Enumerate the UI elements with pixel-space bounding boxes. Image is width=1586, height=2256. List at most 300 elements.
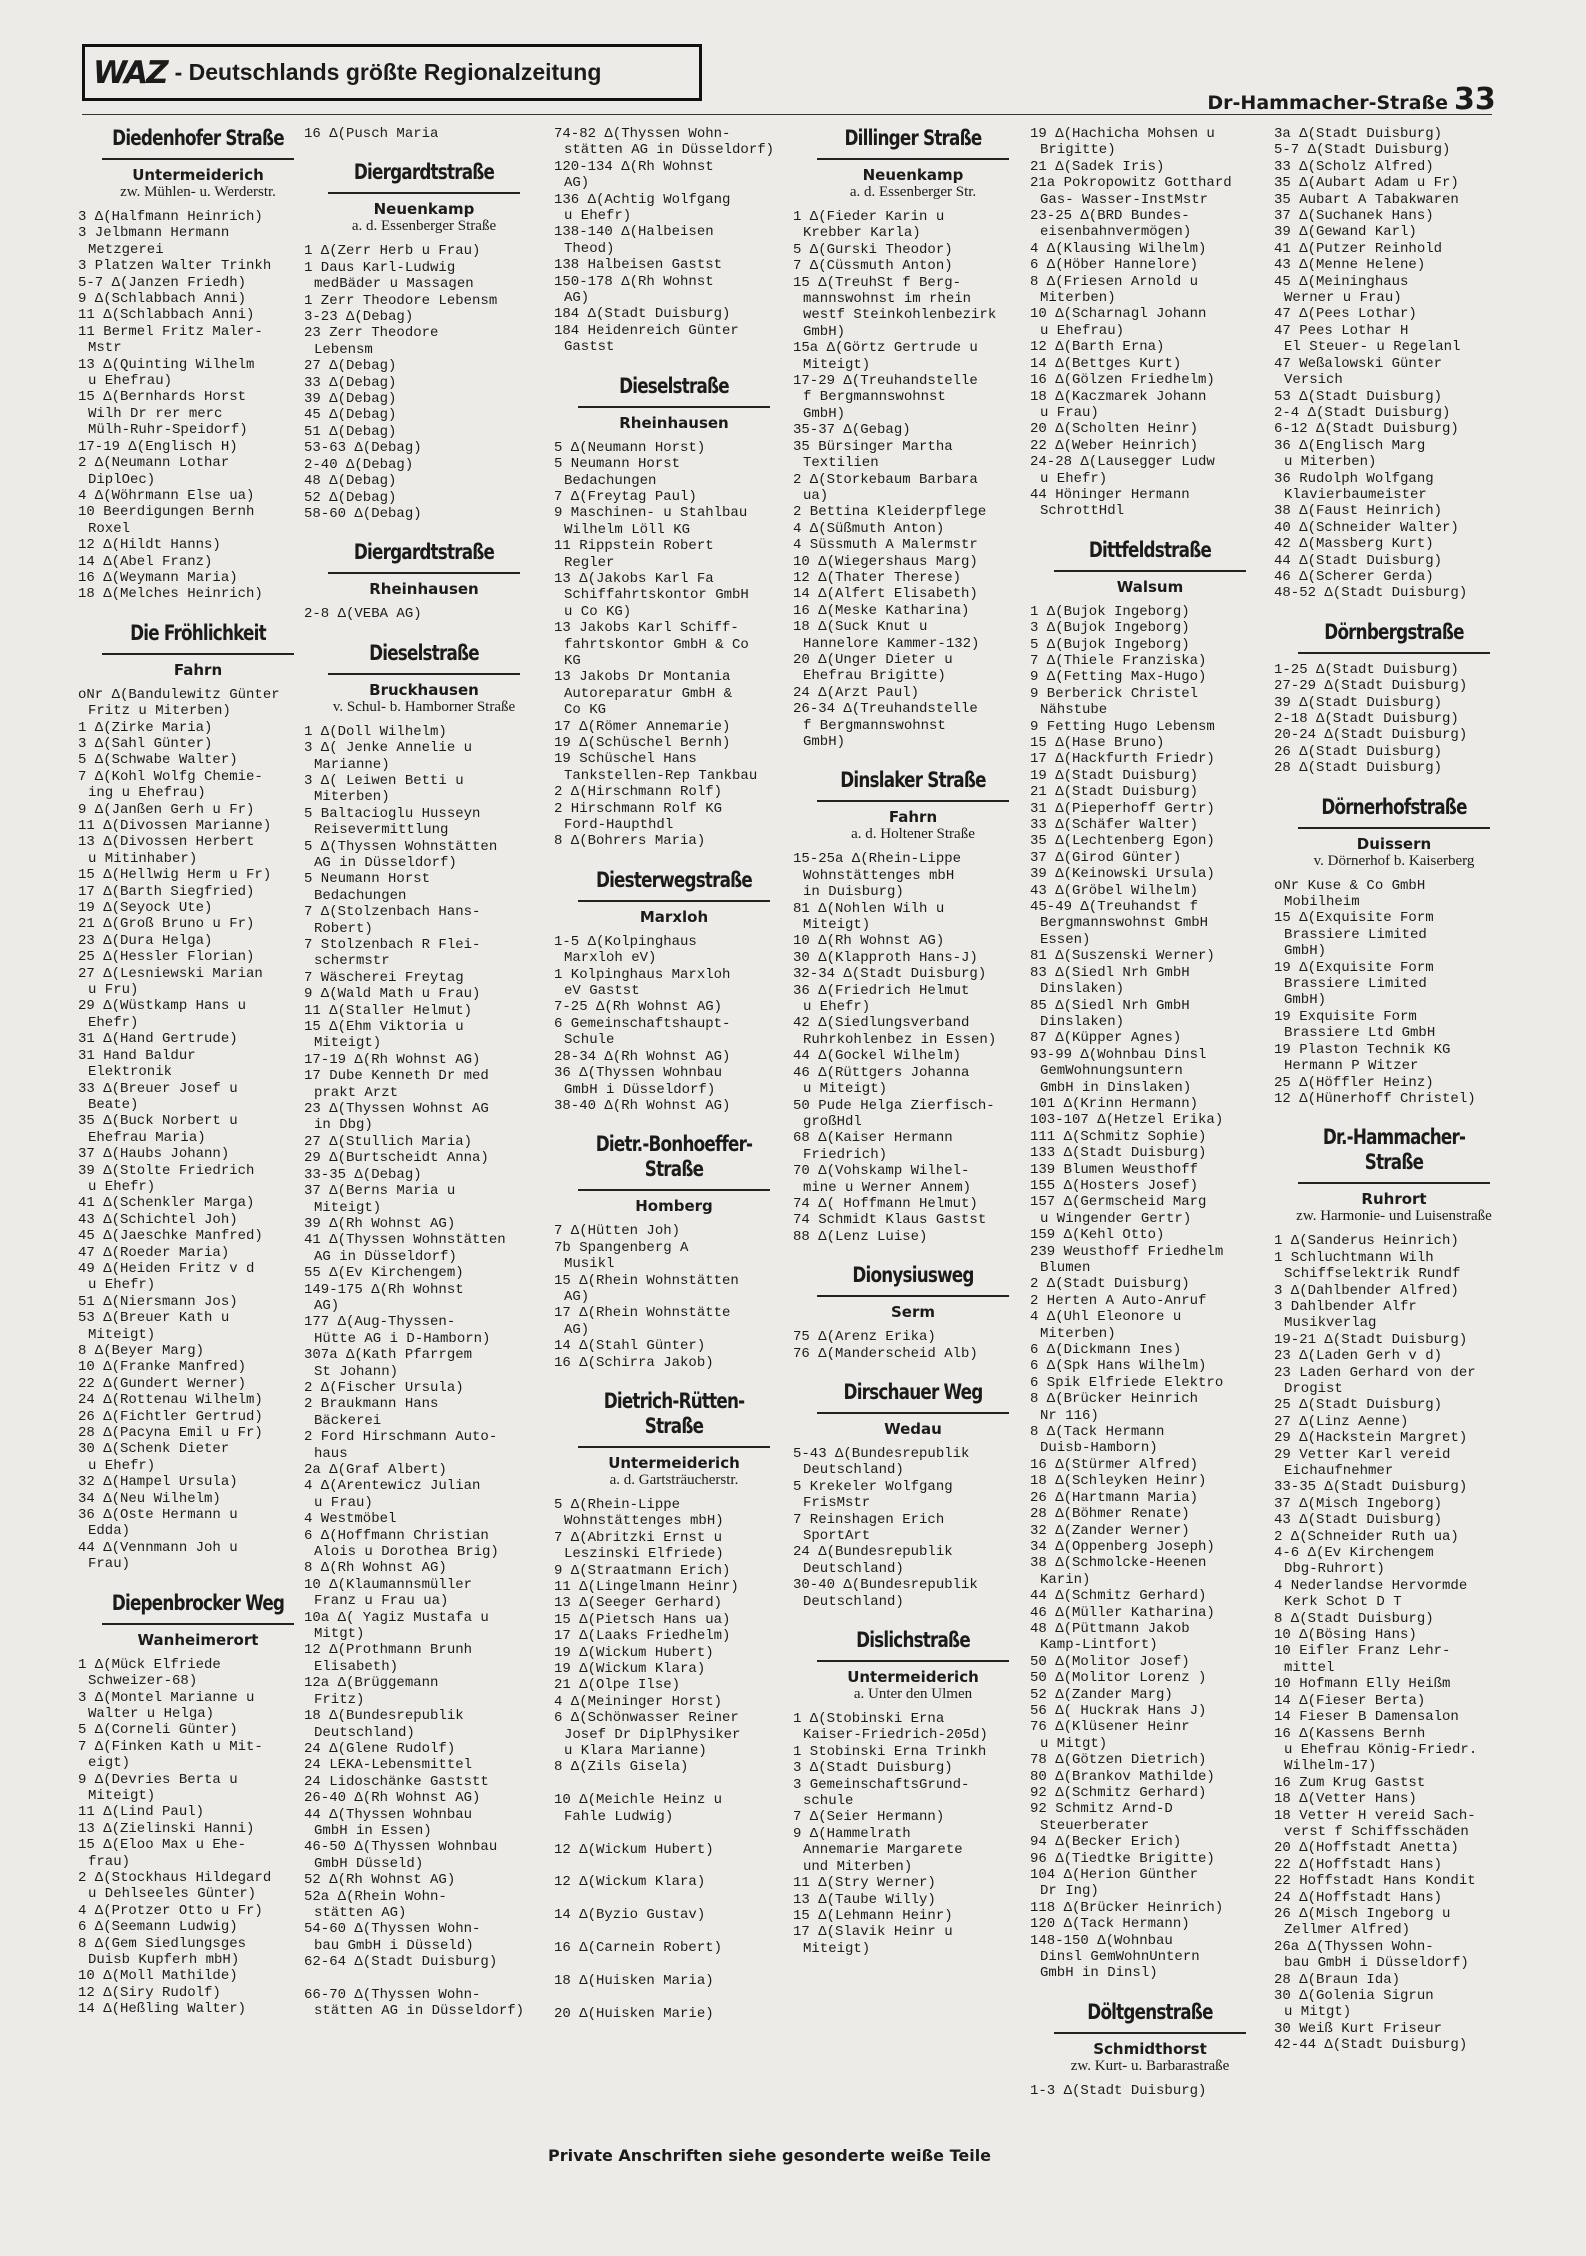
directory-entry: 31 Hand Baldur Elektronik xyxy=(78,1047,196,1081)
directory-entry: 30 Weiß Kurt Friseur xyxy=(1274,2020,1443,2037)
directory-entry: 16 Δ(Pusch Maria xyxy=(304,126,439,142)
directory-entry: 7 Δ(Kohl Wolfg Chemie- ing u Ehefrau) xyxy=(78,768,263,802)
directory-entry: 44 Δ(Schmitz Gerhard) xyxy=(1030,1588,1207,1605)
directory-entry: 87 Δ(Küpper Agnes) xyxy=(1030,1030,1182,1047)
directory-entry: 1 Daus Karl-Ludwig medBäder u Massagen xyxy=(304,259,474,293)
entry-list xyxy=(554,1223,794,1371)
directory-entry: 4 Δ(Wöhrmann Else ua) xyxy=(78,487,255,504)
directory-entry: 46 Δ(Müller Katharina) xyxy=(1030,1604,1215,1621)
directory-entry: 41 Δ(Putzer Reinhold xyxy=(1274,240,1443,257)
street-section xyxy=(1030,538,1270,1982)
directory-entry: 37 Δ(Suchanek Hans) xyxy=(1274,208,1434,225)
street-section xyxy=(78,1591,318,2018)
directory-entry: 26 Δ(Misch Ingeborg u Zellmer Alfred) xyxy=(1274,1905,1451,1939)
directory-entry: 24 Δ(Rottenau Wilhelm) xyxy=(78,1392,263,1409)
directory-entry: 104 Δ(Herion Günther Dr Ing) xyxy=(1030,1867,1199,1900)
directory-entry: 138 Halbeisen Gastst xyxy=(554,257,723,274)
directory-entry: 34 Δ(Neu Wilhelm) xyxy=(78,1490,221,1507)
directory-entry: 7-25 Δ(Rh Wohnst AG) xyxy=(554,999,723,1016)
street-district: Ruhrort xyxy=(1361,1190,1427,1209)
entry-list xyxy=(1030,604,1270,1982)
street-section xyxy=(304,641,544,2020)
directory-entry: 3 Δ(Halfmann Heinrich) xyxy=(78,209,263,225)
street-name: Dislichstraße xyxy=(817,1628,1009,1662)
directory-entry: 50 Pude Helga Zierfisch- großHdl xyxy=(793,1097,995,1130)
directory-entry: 4 Δ(Arentewicz Julian u Frau) xyxy=(304,1478,481,1511)
entry-list xyxy=(554,934,794,1114)
page-number: 33 xyxy=(1454,82,1496,117)
directory-entry: 15 Δ(Hellwig Herm u Fr) xyxy=(78,867,272,884)
directory-entry: 14 Δ(Abel Franz) xyxy=(78,553,213,570)
street-district: Neuenkamp xyxy=(862,166,964,184)
directory-entry: 39 Δ(Gewand Karl) xyxy=(1274,224,1417,241)
street-segment: a. d. Essenberger Str. xyxy=(849,184,977,200)
directory-entry: 239 Weusthoff Friedhelm Blumen xyxy=(1030,1243,1224,1276)
directory-entry: 34 Δ(Oppenberg Joseph) xyxy=(1030,1538,1215,1555)
directory-entry: 33 Δ(Debag) xyxy=(304,374,397,391)
directory-entry: 7 Δ(Hütten Joh) xyxy=(554,1223,681,1240)
directory-entry: 159 Δ(Kehl Otto) xyxy=(1030,1227,1165,1244)
directory-entry: 32 Δ(Hampel Ursula) xyxy=(78,1474,238,1491)
directory-entry: 8 Δ(Zils Gisela) xyxy=(554,1759,689,1776)
directory-entry: 19 Δ(Wickum Klara) xyxy=(554,1661,706,1678)
directory-entry: 3 Δ(Bujok Ingeborg) xyxy=(1030,620,1190,637)
directory-entry: 6 Gemeinschaftshaupt- Schule xyxy=(554,1015,731,1049)
directory-entry: 27-29 Δ(Stadt Duisburg) xyxy=(1274,678,1468,695)
directory-entry: 47 Weßalowski Günter Versich xyxy=(1274,355,1443,389)
directory-entry: 19 Exquisite Form Brassiere Ltd GmbH xyxy=(1274,1008,1436,1042)
street-section xyxy=(793,1263,1033,1362)
directory-entry: 35 Aubart A Tabakwaren xyxy=(1274,191,1459,208)
directory-entry: 12 Δ(Prothmann Brunh Elisabeth) xyxy=(304,1642,473,1675)
directory-entry: 13 Jakobs Karl Schiff- fahrtskontor GmbH & Co KG xyxy=(554,620,749,669)
directory-entry: 2 Hirschmann Rolf KG Ford-Haupthdl xyxy=(554,800,723,834)
directory-entry: 136 Δ(Achtig Wolfgang u Ehefr) xyxy=(554,191,731,225)
directory-entry: 6 Δ(Schönwasser Reiner Josef Dr DiplPhysiker u Klara Marianne) xyxy=(554,1710,741,1760)
directory-entry: 36 Δ(Oste Hermann u Edda) xyxy=(78,1507,238,1540)
directory-entry: 44 Höninger Hermann SchrottHdl xyxy=(1030,486,1190,520)
entry-list xyxy=(1274,1233,1514,2053)
directory-entry: 53-63 Δ(Debag) xyxy=(304,440,422,457)
street-district: Serm xyxy=(890,1303,935,1322)
directory-entry: 5 Baltacioglu Husseyn Reisevermittlung xyxy=(304,805,481,839)
directory-entry: 45 Δ(Jaeschke Manfred) xyxy=(78,1228,263,1245)
directory-entry: 148-150 Δ(Wohnbau Dinsl GemWohnUntern GmbH in Dinsl) xyxy=(1030,1932,1200,1982)
directory-entry: 26 Δ(Hartmann Maria) xyxy=(1030,1489,1199,1506)
directory-entry: 11 Rippstein Robert Regler xyxy=(554,538,714,571)
directory-entry: 11 Δ(Staller Helmut) xyxy=(304,1002,473,1019)
directory-entry: 14 Δ(Byzio Gustav) xyxy=(554,1907,706,1924)
directory-entry: 46 Δ(Scherer Gerda) xyxy=(1274,568,1434,585)
directory-entry: 33 Δ(Schäfer Walter) xyxy=(1030,817,1199,834)
directory-entry: 4 Δ(Meininger Horst) xyxy=(554,1693,723,1710)
directory-entry: 184 Δ(Stadt Duisburg) xyxy=(554,306,731,323)
directory-entry: 17 Δ(Laaks Friedhelm) xyxy=(554,1628,731,1645)
column-3 xyxy=(554,118,794,2030)
directory-entry: 29 Δ(Hackstein Margret) xyxy=(1274,1430,1468,1447)
directory-entry: 8 Δ(Rh Wohnst AG) xyxy=(304,1560,447,1577)
directory-entry: 15 Δ(Ehm Viktoria u Miteigt) xyxy=(304,1019,464,1052)
directory-entry: 23 Laden Gerhard von der Drogist xyxy=(1274,1364,1476,1397)
directory-entry: 35 Δ(Lechtenberg Egon) xyxy=(1030,833,1215,850)
directory-entry: 55 Δ(Ev Kirchengem) xyxy=(304,1265,464,1282)
directory-entry: 10 Δ(Bösing Hans) xyxy=(1274,1627,1417,1644)
entry-list xyxy=(554,1497,794,2022)
street-name: Dietr.-Bonhoeffer-Straße xyxy=(578,1132,770,1191)
directory-entry: 44 Δ(Thyssen Wohnbau GmbH in Essen) xyxy=(304,1806,473,1839)
directory-entry: 30 Δ(Golenia Sigrun u Mitgt) xyxy=(1274,1988,1434,2021)
directory-entry: 13 Δ(Zielinski Hanni) xyxy=(78,1820,255,1837)
directory-entry: 15a Δ(Görtz Gertrude u Miteigt) xyxy=(793,340,978,373)
street-section xyxy=(554,374,794,850)
entry-list xyxy=(1274,126,1514,602)
directory-entry: 10 Δ(Rh Wohnst AG) xyxy=(793,933,945,950)
street-segment: a. Unter den Ulmen xyxy=(853,1686,973,1703)
directory-entry: 38 Δ(Faust Heinrich) xyxy=(1274,503,1443,520)
directory-entry: 35 Bürsinger Martha Textilien xyxy=(793,438,953,472)
street-name: Dinslaker Straße xyxy=(817,768,1009,802)
directory-entry: 2-8 Δ(VEBA AG) xyxy=(304,606,422,623)
directory-entry: 39 Δ(Debag) xyxy=(304,391,397,408)
street-name: Dieselstraße xyxy=(328,641,520,675)
directory-entry: 24 Δ(Arzt Paul) xyxy=(793,684,920,701)
street-district: Rheinhausen xyxy=(369,580,479,599)
directory-entry: 41 Δ(Schenkler Marga) xyxy=(78,1195,255,1212)
directory-entry: 76 Δ(Manderscheid Alb) xyxy=(793,1345,978,1362)
directory-entry: 44 Δ(Vennmann Joh u Frau) xyxy=(78,1539,238,1573)
street-segment: zw. Harmonie- und Luisenstraße xyxy=(1296,1208,1492,1225)
directory-entry: 14 Δ(Bettges Kurt) xyxy=(1030,355,1182,372)
directory-entry: 5 Krekeler Wolfgang FrisMstr xyxy=(793,1478,953,1512)
street-name: Diergardtstraße xyxy=(328,160,520,194)
directory-entry: 3 Δ(Dahlbender Alfred) xyxy=(1274,1282,1459,1299)
street-district: Bruckhausen xyxy=(369,680,479,699)
directory-entry: 13 Δ(Divossen Herbert u Mitinhaber) xyxy=(78,834,255,867)
street-section xyxy=(1030,126,1270,520)
directory-entry: 36 Δ(Friedrich Helmut u Ehefr) xyxy=(793,982,970,1016)
directory-entry: 26-40 Δ(Rh Wohnst AG) xyxy=(304,1790,481,1807)
directory-entry: 20-24 Δ(Stadt Duisburg) xyxy=(1274,727,1468,744)
directory-entry: 2-18 Δ(Stadt Duisburg) xyxy=(1274,711,1459,727)
directory-entry: 46-50 Δ(Thyssen Wohnbau GmbH Düsseld) xyxy=(304,1839,498,1872)
directory-entry: 42 Δ(Siedlungsverband Ruhrkohlenbez in Essen) xyxy=(793,1015,997,1048)
directory-entry: 23 Δ(Thyssen Wohnst AG in Dbg) xyxy=(304,1101,489,1134)
directory-entry: 17-19 Δ(Englisch H) xyxy=(78,438,238,455)
directory-entry: 19 Δ(Stadt Duisburg) xyxy=(1030,767,1199,784)
directory-entry: 36 Rudolph Wolfgang Klavierbaumeister xyxy=(1274,470,1434,503)
entry-list xyxy=(554,126,794,356)
directory-entry: 1 Δ(Bujok Ingeborg) xyxy=(1030,603,1190,620)
street-section xyxy=(793,1380,1033,1610)
directory-entry: 1 Δ(Mück Elfriede Schweizer-68) xyxy=(78,1656,221,1690)
directory-entry: 19 Schüschel Hans Tankstellen-Rep Tankbau xyxy=(554,751,758,784)
directory-entry: 33-35 Δ(Debag) xyxy=(304,1166,422,1183)
directory-entry: 21 Δ(Sadek Iris) xyxy=(1030,158,1165,175)
directory-entry: 45 Δ(Meininghaus Werner u Frau) xyxy=(1274,273,1409,307)
directory-entry: 75 Δ(Arenz Erika) xyxy=(793,1329,936,1346)
street-name: Dittfeldstraße xyxy=(1054,538,1246,572)
directory-entry: 17 Δ(Slavik Heinr u Miteigt) xyxy=(793,1924,953,1957)
street-name: Dillinger Straße xyxy=(817,126,1009,160)
directory-entry: 9 Fetting Hugo Lebensm xyxy=(1030,718,1215,735)
directory-entry: 8 Δ(Brücker Heinrich Nr 116) xyxy=(1030,1391,1199,1424)
directory-entry: 1 Zerr Theodore Lebensm xyxy=(304,292,498,309)
entry-list xyxy=(304,606,544,622)
directory-entry: 3-23 Δ(Debag) xyxy=(304,309,414,326)
masthead-slogan: - Deutschlands größte Regionalzeitung xyxy=(174,59,602,85)
directory-entry: 10 Δ(Klaumannsmüller Franz u Frau ua) xyxy=(304,1576,473,1610)
directory-entry: 32 Δ(Zander Werner) xyxy=(1030,1522,1190,1539)
directory-entry: 22 Δ(Gundert Werner) xyxy=(78,1375,247,1392)
directory-entry: 11 Δ(Schlabbach Anni) xyxy=(78,307,255,324)
directory-entry: 13 Δ(Taube Willy) xyxy=(793,1891,936,1908)
directory-entry: 2-40 Δ(Debag) xyxy=(304,456,414,473)
directory-entry: 74 Schmidt Klaus Gastst xyxy=(793,1212,987,1229)
page-running-title: Dr-Hammacher-Straße xyxy=(1207,92,1448,114)
directory-entry: 101 Δ(Krinn Hermann) xyxy=(1030,1095,1199,1112)
directory-entry: 7 Reinshagen Erich SportArt xyxy=(793,1511,945,1544)
street-section xyxy=(554,126,794,356)
directory-entry: 5 Δ(Bujok Ingeborg) xyxy=(1030,636,1190,653)
directory-entry: 26a Δ(Thyssen Wohn- bau GmbH i Düsseldorf) xyxy=(1274,1938,1469,1972)
directory-entry: 30-40 Δ(Bundesrepublik Deutschland) xyxy=(793,1577,978,1610)
street-section xyxy=(793,126,1033,750)
directory-entry: 32-34 Δ(Stadt Duisburg) xyxy=(793,966,987,983)
header-rule xyxy=(82,114,1492,115)
directory-entry: 9 Berberick Christel Nähstube xyxy=(1030,685,1199,719)
directory-entry: 25 Δ(Hessler Florian) xyxy=(78,949,255,966)
directory-entry: 12 Δ(Hildt Hanns) xyxy=(78,537,221,554)
directory-entry: 49 Δ(Heiden Fritz v d u Ehefr) xyxy=(78,1260,255,1294)
directory-entry: 6 Δ(Höber Hannelore) xyxy=(1030,257,1199,274)
directory-entry xyxy=(554,1956,794,1972)
street-district: Walsum xyxy=(1116,577,1184,596)
directory-entry: 18 Δ(Suck Knut u Hannelore Kammer-132) xyxy=(793,619,980,652)
directory-entry: 33 Δ(Scholz Alfred) xyxy=(1274,158,1434,175)
directory-entry: 66-70 Δ(Thyssen Wohn- stätten AG in Düsseldorf) xyxy=(304,1987,525,2020)
directory-entry: 16 Δ(Meske Katharina) xyxy=(793,602,970,619)
directory-entry: 35 Δ(Aubart Adam u Fr) xyxy=(1274,175,1459,192)
directory-entry: 1-5 Δ(Kolpinghaus Marxloh eV) xyxy=(554,933,697,967)
directory-entry: 18 Δ(Bundesrepublik Deutschland) xyxy=(304,1708,464,1741)
directory-entry: 81 Δ(Nohlen Wilh u Miteigt) xyxy=(793,900,945,934)
directory-entry: 78 Δ(Götzen Dietrich) xyxy=(1030,1752,1207,1769)
directory-entry: 18 Δ(Melches Heinrich) xyxy=(78,586,263,603)
directory-entry: 1-25 Δ(Stadt Duisburg) xyxy=(1274,661,1459,678)
directory-entry: 25 Δ(Höffler Heinz) xyxy=(1274,1074,1434,1091)
street-district: Homberg xyxy=(635,1197,713,1216)
street-section xyxy=(78,621,318,1573)
directory-entry: 1 Stobinski Erna Trinkh xyxy=(793,1743,987,1760)
directory-entry: 92 Schmitz Arnd-D Steuerberater xyxy=(1030,1801,1173,1834)
directory-entry: 9 Δ(Fetting Max-Hugo) xyxy=(1030,669,1207,686)
directory-entry: 4 Δ(Süßmuth Anton) xyxy=(793,520,945,537)
directory-entry: 24 LEKA-Lebensmittel xyxy=(304,1757,473,1774)
street-district: Neuenkamp xyxy=(373,200,475,219)
column-6 xyxy=(1274,118,1514,2062)
directory-entry: 15 Δ(Bernhards Horst Wilh Dr rer merc Mülh-Ruhr-Speidorf) xyxy=(78,389,248,439)
directory-entry: 15 Δ(Eloo Max u Ehe- frau) xyxy=(78,1837,247,1870)
directory-entry: 11 Bermel Fritz Maler- Mstr xyxy=(78,323,263,357)
directory-entry: 43 Δ(Stadt Duisburg) xyxy=(1274,1512,1443,1529)
directory-entry: 11 Δ(Lind Paul) xyxy=(78,1804,205,1821)
directory-entry: 3 Δ(Sahl Günter) xyxy=(78,735,213,752)
directory-entry: 16 Δ(Carnein Robert) xyxy=(554,1939,723,1956)
directory-entry: 47 Δ(Pees Lothar) xyxy=(1274,306,1417,323)
street-district: Rheinhausen xyxy=(619,413,729,432)
directory-entry: 3 Jelbmann Hermann Metzgerei xyxy=(78,225,230,258)
directory-entry: 37 Δ(Berns Maria u Miteigt) xyxy=(304,1183,456,1216)
directory-entry: 11 Δ(Divossen Marianne) xyxy=(78,818,272,834)
entry-list xyxy=(793,1446,1033,1610)
directory-entry: 13 Δ(Seeger Gerhard) xyxy=(554,1595,723,1612)
directory-entry: 76 Δ(Klüsener Heinr u Mitgt) xyxy=(1030,1719,1190,1752)
directory-entry: 19-21 Δ(Stadt Duisburg) xyxy=(1274,1331,1468,1348)
directory-entry: 1 Δ(Sanderus Heinrich) xyxy=(1274,1233,1459,1250)
directory-entry: 52a Δ(Rhein Wohn- stätten AG) xyxy=(304,1888,447,1921)
directory-entry: 4 Nederlandse Hervormde Kerk Schot D T xyxy=(1274,1577,1468,1611)
directory-entry: 8 Δ(Bohrers Maria) xyxy=(554,833,706,850)
directory-entry: 15 Δ(Hase Bruno) xyxy=(1030,735,1165,751)
directory-entry: 48-52 Δ(Stadt Duisburg) xyxy=(1274,585,1468,602)
street-name: Dietrich-Rütten-Straße xyxy=(578,1389,770,1448)
street-name: Diedenhofer Straße xyxy=(102,126,294,160)
directory-entry: 2 Δ(Stadt Duisburg) xyxy=(1030,1276,1190,1293)
directory-entry: 10 Δ(Meichle Heinz u Fahle Ludwig) xyxy=(554,1792,723,1825)
entry-list xyxy=(78,687,318,1573)
directory-entry: 7 Δ(Finken Kath u Mit- eigt) xyxy=(78,1738,263,1772)
directory-entry: 1 Δ(Zirke Maria) xyxy=(78,719,213,736)
directory-entry: 43 Δ(Schichtel Joh) xyxy=(78,1211,238,1228)
directory-entry: 1 Δ(Zerr Herb u Frau) xyxy=(304,243,481,260)
directory-entry: 39 Δ(Stadt Duisburg) xyxy=(1274,694,1443,711)
directory-entry: 2 Bettina Kleiderpflege xyxy=(793,504,987,521)
directory-entry: 5 Δ(Schwabe Walter) xyxy=(78,752,238,769)
street-name: Dörnerhofstraße xyxy=(1298,795,1490,829)
directory-entry: 37 Δ(Haubs Johann) xyxy=(78,1146,230,1163)
directory-entry: 5 Δ(Corneli Günter) xyxy=(78,1722,238,1739)
directory-entry: 52 Δ(Rh Wohnst AG) xyxy=(304,1872,456,1889)
street-district: Fahrn xyxy=(888,808,938,827)
directory-entry: 28 Δ(Braun Ida) xyxy=(1274,1971,1401,1988)
directory-entry: oNr Kuse & Co GmbH Mobilheim xyxy=(1274,877,1426,911)
directory-entry xyxy=(554,1858,794,1874)
entry-list xyxy=(78,209,318,603)
directory-entry: 149-175 Δ(Rh Wohnst AG) xyxy=(304,1281,464,1314)
directory-entry: 56 Δ( Huckrak Hans J) xyxy=(1030,1702,1207,1719)
column-1 xyxy=(78,118,318,2026)
directory-entry: 10a Δ( Yagiz Mustafa u Mitgt) xyxy=(304,1609,489,1643)
street-section xyxy=(793,1628,1033,1957)
directory-entry: 30 Δ(Klapproth Hans-J) xyxy=(793,949,978,966)
directory-entry: 12 Δ(Wickum Klara) xyxy=(554,1874,706,1891)
directory-entry: 2 Δ(Storkebaum Barbara ua) xyxy=(793,471,978,504)
directory-entry: 15 Δ(TreuhSt f Berg- mannswohnst im rhein westf Steinkohlenbezirk GmbH) xyxy=(793,274,997,340)
directory-entry: 13 Δ(Quinting Wilhelm u Ehefrau) xyxy=(78,356,255,390)
directory-entry: 68 Δ(Kaiser Hermann Friedrich) xyxy=(793,1130,953,1163)
directory-entry: 28 Δ(Böhmer Renate) xyxy=(1030,1506,1190,1523)
directory-entry: 94 Δ(Becker Erich) xyxy=(1030,1834,1182,1851)
street-district: Fahrn xyxy=(173,660,223,679)
directory-entry: 26 Δ(Stadt Duisburg) xyxy=(1274,743,1443,760)
directory-entry: 27 Δ(Lesniewski Marian u Fru) xyxy=(78,965,263,999)
directory-entry: 4 Westmöbel xyxy=(304,1511,397,1528)
directory-entry: 96 Δ(Tiedtke Brigitte) xyxy=(1030,1850,1215,1867)
street-section xyxy=(78,126,318,603)
street-section xyxy=(554,1389,794,2022)
street-name: Diepenbrocker Weg xyxy=(102,1591,294,1625)
directory-entry: 21a Pokropowitz Gotthard Gas- Wasser-InstMstr xyxy=(1030,175,1232,208)
directory-entry: 1 Kolpinghaus Marxloh eV Gastst xyxy=(554,966,731,1000)
directory-entry: 155 Δ(Hosters Josef) xyxy=(1030,1177,1199,1194)
directory-entry: 6 Δ(Spk Hans Wilhelm) xyxy=(1030,1358,1207,1375)
street-section xyxy=(554,868,794,1114)
directory-entry: 17-29 Δ(Treuhandstelle f Bergmannswohnst GmbH) xyxy=(793,373,978,422)
street-name: Dörnbergstraße xyxy=(1298,620,1490,654)
directory-entry: 120 Δ(Tack Hermann) xyxy=(1030,1916,1190,1933)
directory-entry: 22 Hoffstadt Hans Kondit xyxy=(1274,1873,1476,1890)
street-segment: a. d. Gartsträucherstr. xyxy=(609,1471,739,1488)
directory-entry: 16 Δ(Kassens Bernh u Ehefrau König-Friedr. Wilhelm-17) xyxy=(1274,1725,1478,1775)
directory-entry: 14 Fieser B Damensalon xyxy=(1274,1709,1459,1726)
directory-entry: 19 Plaston Technik KG Hermann P Witzer xyxy=(1274,1041,1451,1075)
directory-entry: 7 Δ(Abritzki Ernst u Leszinski Elfriede) xyxy=(554,1529,724,1563)
street-segment: a. d. Essenberger Straße xyxy=(351,218,497,235)
directory-entry: 17 Δ(Römer Annemarie) xyxy=(554,718,731,735)
directory-entry: 19 Δ(Seyock Ute) xyxy=(78,900,213,917)
directory-entry: 184 Heidenreich Günter Gastst xyxy=(554,322,739,356)
directory-entry: 17-19 Δ(Rh Wohnst AG) xyxy=(304,1051,481,1068)
directory-entry: 29 Δ(Wüstkamp Hans u Ehefr) xyxy=(78,998,247,1031)
directory-entry: 28 Δ(Stadt Duisburg) xyxy=(1274,760,1443,777)
directory-entry: 9 Δ(Schlabbach Anni) xyxy=(78,291,247,308)
street-segment: zw. Kurt- u. Barbarastraße xyxy=(1070,2057,1230,2074)
street-name: Diesterwegstraße xyxy=(578,868,770,902)
directory-entry xyxy=(554,1924,794,1940)
directory-entry: 51 Δ(Niersmann Jos) xyxy=(78,1293,238,1310)
street-name: Döltgenstraße xyxy=(1054,2000,1246,2034)
directory-entry: 15 Δ(Exquisite Form Brassiere Limited GmbH) xyxy=(1274,910,1434,960)
directory-entry: 8 Δ(Gem Siedlungsges Duisb Kupferh mbH) xyxy=(78,1935,247,1968)
directory-entry: 35 Δ(Buck Norbert u Ehefrau Maria) xyxy=(78,1113,238,1146)
directory-entry: 19 Δ(Wickum Hubert) xyxy=(554,1644,714,1661)
directory-entry: 5 Δ(Gurski Theodor) xyxy=(793,241,953,258)
directory-entry: 74 Δ( Hoffmann Helmut) xyxy=(793,1195,978,1212)
directory-entry xyxy=(554,1989,794,2005)
street-district: Untermeiderich xyxy=(608,1453,740,1472)
directory-entry: 20 Δ(Huisken Marie) xyxy=(554,2005,714,2022)
directory-entry: 5-43 Δ(Bundesrepublik Deutschland) xyxy=(793,1445,970,1479)
directory-entry: 14 Δ(Stahl Günter) xyxy=(554,1338,706,1355)
directory-entry: 39 Δ(Keinowski Ursula) xyxy=(1030,866,1215,883)
directory-entry: 25 Δ(Stadt Duisburg) xyxy=(1274,1397,1443,1414)
entry-list xyxy=(554,440,794,850)
entry-list xyxy=(304,126,544,142)
directory-entry: 8 Δ(Stadt Duisburg) xyxy=(1274,1610,1434,1627)
directory-entry: 9 Δ(Straatmann Erich) xyxy=(554,1562,731,1579)
directory-entry: 9 Δ(Wald Math u Frau) xyxy=(304,986,481,1003)
directory-entry xyxy=(554,1891,794,1907)
entry-list xyxy=(1274,878,1514,1108)
directory-entry: 37 Δ(Girod Günter) xyxy=(1030,849,1182,866)
street-district: Marxloh xyxy=(639,907,709,926)
directory-entry: 83 Δ(Siedl Nrh GmbH Dinslaken) xyxy=(1030,964,1190,998)
directory-entry: 8 Δ(Friesen Arnold u Miterben) xyxy=(1030,273,1199,307)
directory-entry: 62-64 Δ(Stadt Duisburg) xyxy=(304,1954,498,1971)
directory-entry: 44 Δ(Gockel Wilhelm) xyxy=(793,1048,962,1065)
directory-entry: 12 Δ(Hünerhoff Christel) xyxy=(1274,1090,1476,1107)
directory-entry: 14 Δ(Alfert Elisabeth) xyxy=(793,586,978,603)
